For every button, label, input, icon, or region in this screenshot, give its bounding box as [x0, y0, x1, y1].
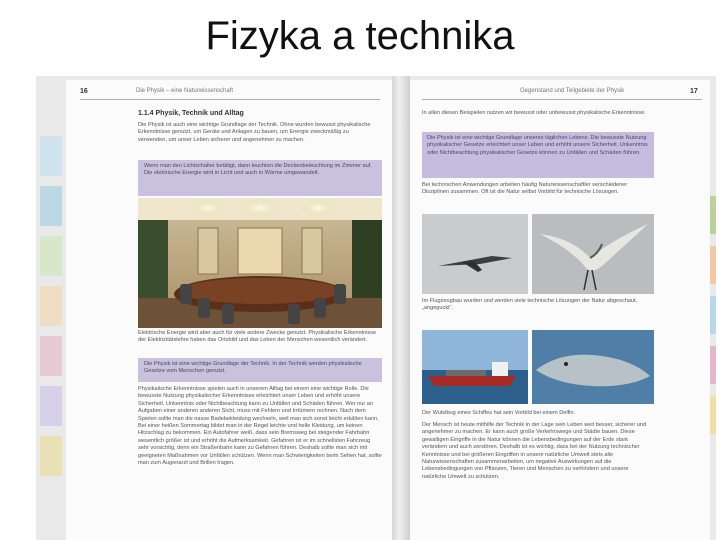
dolphin-photo: [532, 330, 654, 404]
color-tab: [710, 346, 716, 384]
definition-box: [422, 132, 654, 178]
intro-text: Die Physik ist auch eine wichtige Grundlage der Technik. Ohne wurden bewusst physikalische Erkenntnisse genutzt, um Geräte und Anlagen zu bauen, um Energie zweckmäßig zu verwenden, um unser Leben sicherer und angenehmer zu machen.: [138, 122, 371, 143]
definition-box: [138, 358, 382, 382]
definition-text: Die Physik ist eine wichtige Grundlage unseres täglichen Lebens. Die bewusste Nutzung physikalischer Gesetze erleichtert unser Leben und erhöht unsere Sicherheit. Unkenntnis oder Nichtbeachtung physikalischer Gesetze können zu Unfällen und Schäden führen.: [427, 135, 648, 156]
highlight-box: [138, 160, 382, 196]
color-tab: [40, 336, 62, 376]
book-gutter: [392, 76, 410, 540]
page-number: 16: [80, 88, 88, 95]
color-tab: [40, 136, 62, 176]
color-tab: [40, 436, 62, 476]
left-page: [66, 80, 392, 540]
color-tab: [40, 186, 62, 226]
body-text: Physikalische Erkenntnisse spielen auch in unserem Alltag bei einem eine wichtige Rolle. Die bewusste Nutzung physikalischer Erkenntnisse erleichtert unser Leben und erhöht unsere Sicherheit. Unkenntnis oder Nichtbeachtung kann zu Unfällen und Schäden führen. Wer nur an Aufgaben einer anderen anderen Sicht, muss mit Fehlern und Irrtümern rechnen. Nach dem Spielen sollte man die nasse Badebekleidung wechseln, weil man sich sonst leicht erkälten kann. Bei einer heißen Sommertag bildet man in der Regel leichte und helle Kleidung, um keinen Hitzschlag zu bekommen. Ein Autofahrer weiß, dass sein Bremsweg bei steigender Fahrbahn wesentlich größer ist und erhöht die Aufmerksamkeit. Gefahren ist er im schnellsten Fahrzeug sehr vorsichtig, denn ein Straßenbahn kann zu Gefahren führen. Deshalb sollte man sich mit geeigneten Maßnahmen vor Unfällen schützen. Wenn man Schwierigkeiten beim Sehen hat, sollte man zum Augenarzt und Brillen tragen.: [138, 386, 382, 467]
header-rule: [80, 99, 380, 100]
running-header: Gegenstand und Teilgebiete der Physik: [520, 88, 625, 94]
color-tab: [710, 246, 716, 284]
header-rule: [422, 99, 702, 100]
ship-caption: Der Wulstbug eines Schiffes hat sein Vorbild bei einem Delfin.: [422, 410, 576, 416]
left-color-tabs: [36, 76, 66, 540]
caption-text: Elektrische Energie wird aber auch für viele andere Zwecke genutzt. Physikalische Erkenntnisse der Elektrizitätslehre haben das Ortsbild und das Leben der Menschen wesentlich verändert.: [138, 330, 377, 344]
right-color-tabs: [710, 76, 716, 540]
bionics-text: Bei technischen Anwendungen arbeiten häufig Naturwissenschaftler verschiedener Disziplinen zusammen. Oft ist die Natur selbst Vorbild für technische Lösungen.: [422, 182, 628, 196]
color-tab: [710, 396, 716, 434]
heron-photo: [532, 214, 654, 294]
section-title: 1.1.4 Physik, Technik und Alltag: [138, 110, 244, 117]
slide-title: Fizyka a technika: [205, 14, 515, 58]
color-tab: [40, 286, 62, 326]
body-text: Der Mensch ist heute mithilfe der Technik in der Lage sein Leben weit besser, sicherer und angenehmer zu machen. Er kann auch große Verkehrswege und Städte bauen. Diese gewaltigen Eingriffe in die Natur können die Lebensbedingungen auf der Erde stark verändern und auch zerstören. Deshalb ist es wichtig, dass bei der Nutzung technischer Kenntnisse und bei größeren Eingriffen in unsere natürliche Umwelt stets alle Naturwissenschaften zusammenarbeiten, um negative Auswirkungen auf die Lebensbedingungen von Pflanzen, Tieren und Menschen zu verhindern und unsere natürliche Umwelt zu schützen.: [422, 422, 647, 480]
concorde-photo: [422, 214, 528, 294]
conference-room-photo: [138, 198, 382, 328]
textbook-spread: [36, 76, 716, 540]
intro-text: In allen diesen Beispielen nutzen wir bewusst oder unbewusst physikalische Erkenntnisse.: [422, 110, 646, 116]
definition-text: Die Physik ist eine wichtige Grundlage der Technik. In der Technik werden physikalische Gesetze vom Menschen genutzt.: [144, 361, 362, 375]
color-tab: [40, 236, 62, 276]
running-header: Die Physik – eine Naturwissenschaft: [136, 88, 234, 94]
page-number: 17: [690, 88, 698, 95]
highlight-text: Wenn man den Lichtschalter betätigt, dann leuchten die Deckenbeleuchtung im Zimmer auf. Die elektrische Energie wird in Licht und auch in Wärme umgewandelt.: [144, 163, 372, 177]
right-page: [410, 80, 710, 540]
color-tab: [710, 296, 716, 334]
ship-photo: [422, 330, 528, 404]
color-tab: [710, 196, 716, 234]
aircraft-caption: Im Flugzeugbau wurden und werden viele technische Lösungen der Natur abgeschaut, „angeguckt“.: [422, 298, 638, 312]
color-tab: [40, 386, 62, 426]
